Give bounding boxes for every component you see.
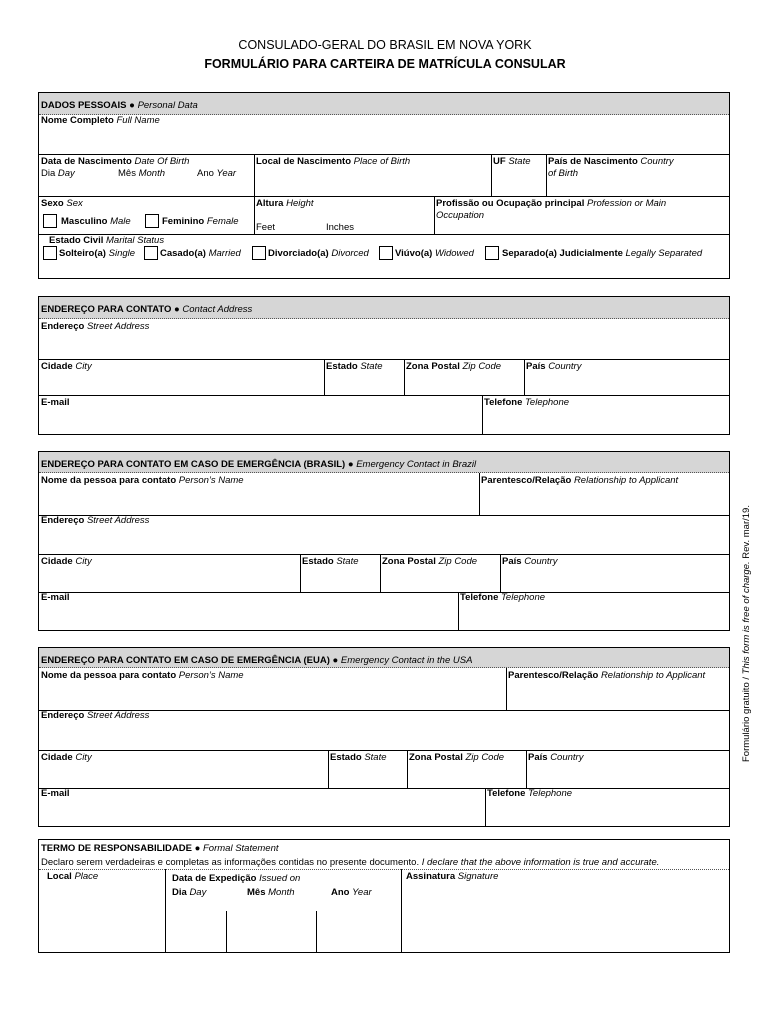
height-feet-field[interactable]: Feet	[256, 222, 276, 233]
contact-name-field[interactable]: Nome da pessoa para contato Person’s Name	[41, 670, 244, 681]
issued-year-field[interactable]: Ano Year	[331, 887, 372, 898]
section-title-en: Personal Data	[137, 100, 198, 111]
zip-field[interactable]: Zona Postal Zip Code	[406, 361, 502, 372]
section-header: ENDEREÇO PARA CONTATO EM CASO DE EMERGÊNCIA (BRASIL) ● Emergency Contact in Brazil	[39, 452, 729, 473]
city-field[interactable]: Cidade City	[41, 361, 92, 372]
zip-field[interactable]: Zona Postal Zip Code	[382, 556, 478, 567]
dob-month-field[interactable]: Mês Month	[118, 168, 165, 179]
full-name-field[interactable]: Nome Completo Full Name	[41, 115, 160, 126]
section-title: ENDEREÇO PARA CONTATO	[41, 304, 172, 315]
female-label: Feminino Female	[162, 216, 239, 227]
zip-field[interactable]: Zona Postal Zip Code	[409, 752, 505, 763]
section-header: ENDEREÇO PARA CONTATO ● Contact Address	[39, 297, 729, 319]
divorced-label: Divorciado(a) Divorced	[268, 248, 369, 259]
relationship-field[interactable]: Parentesco/Relação Relationship to Applicant	[508, 670, 706, 681]
married-label: Casado(a) Married	[160, 248, 241, 259]
separated-checkbox[interactable]	[485, 246, 499, 260]
female-checkbox[interactable]	[145, 214, 159, 228]
free-form-note: Formulário gratuito / This form is free of charge. Rev. mar/19.	[741, 505, 752, 762]
profession-field[interactable]: Profissão ou Ocupação principal Profession or Main	[436, 198, 667, 209]
formal-statement-section	[38, 839, 730, 953]
city-field[interactable]: Cidade City	[41, 752, 92, 763]
country-field[interactable]: País Country	[528, 752, 584, 763]
section-title-en: Contact Address	[182, 304, 253, 315]
section-title-en: Emergency Contact in the USA	[340, 655, 473, 666]
issued-month-field[interactable]: Mês Month	[247, 887, 295, 898]
male-checkbox[interactable]	[43, 214, 57, 228]
city-field[interactable]: Cidade City	[41, 556, 92, 567]
sex-label: Sexo Sex	[41, 198, 83, 209]
state-field[interactable]: Estado State	[302, 556, 359, 567]
married-checkbox[interactable]	[144, 246, 158, 260]
consulate-title: CONSULADO-GERAL DO BRASIL EM NOVA YORK	[238, 38, 532, 52]
section-header: DADOS PESSOAIS ● Personal Data	[39, 93, 729, 115]
dob-year-field[interactable]: Ano Year	[197, 168, 237, 179]
height-inches-field[interactable]: Inches	[326, 222, 354, 233]
single-checkbox[interactable]	[43, 246, 57, 260]
place-field[interactable]: Local Place	[47, 871, 99, 882]
phone-field[interactable]: Telefone Telephone	[487, 788, 573, 799]
section-title: DADOS PESSOAIS	[41, 100, 127, 111]
country-field[interactable]: País Country	[502, 556, 558, 567]
separated-label: Separado(a) Judicialmente Legally Separated	[502, 248, 703, 259]
widowed-checkbox[interactable]	[379, 246, 393, 260]
widowed-label: Viúvo(a) Widowed	[395, 248, 474, 259]
declaration-text: Declaro serem verdadeiras e completas as informações contidas no presente documento. I declare that the above information is true and accurate.	[41, 857, 660, 868]
relationship-field[interactable]: Parentesco/Relação Relationship to Applicant	[481, 475, 679, 486]
contact-address-section	[38, 296, 730, 435]
address-field[interactable]: Endereço Street Address	[41, 321, 150, 332]
section-title: ENDEREÇO PARA CONTATO EM CASO DE EMERGÊNCIA (EUA)	[41, 655, 330, 666]
country-field[interactable]: País Country	[526, 361, 582, 372]
section-title: ENDEREÇO PARA CONTATO EM CASO DE EMERGÊNCIA (BRASIL)	[41, 459, 346, 470]
section-title-en: Emergency Contact in Brazil	[356, 459, 477, 470]
address-field[interactable]: Endereço Street Address	[41, 515, 150, 526]
signature-field[interactable]: Assinatura Signature	[406, 871, 499, 882]
place-of-birth-field[interactable]: Local de Nascimento Place of Birth	[256, 156, 411, 167]
dob-label: Data de Nascimento Date Of Birth	[41, 156, 190, 167]
male-label: Masculino Male	[61, 216, 131, 227]
email-field[interactable]: E-mail	[41, 397, 70, 408]
country-of-birth-field[interactable]: País de Nascimento Country	[548, 156, 674, 167]
form-title: FORMULÁRIO PARA CARTEIRA DE MATRÍCULA CONSULAR	[204, 57, 566, 71]
divorced-checkbox[interactable]	[252, 246, 266, 260]
emergency-brazil-section	[38, 451, 730, 631]
email-field[interactable]: E-mail	[41, 788, 70, 799]
marital-status-label: Estado Civil Marital Status	[49, 235, 165, 246]
emergency-usa-section	[38, 647, 730, 827]
phone-field[interactable]: Telefone Telephone	[460, 592, 546, 603]
email-field[interactable]: E-mail	[41, 592, 70, 603]
single-label: Solteiro(a) Single	[59, 248, 136, 259]
statement-title: TERMO DE RESPONSABILIDADE ● Formal Statement	[41, 843, 279, 854]
issued-on-label: Data de Expedição Issued on	[172, 873, 301, 884]
state-field[interactable]: Estado State	[330, 752, 387, 763]
section-header: ENDEREÇO PARA CONTATO EM CASO DE EMERGÊNCIA (EUA) ● Emergency Contact in the USA	[39, 648, 729, 668]
country-of-birth-label-2: of Birth	[548, 168, 579, 179]
issued-day-field[interactable]: Dia Day	[172, 887, 207, 898]
personal-data-section	[38, 92, 730, 279]
address-field[interactable]: Endereço Street Address	[41, 710, 150, 721]
state-field[interactable]: Estado State	[326, 361, 383, 372]
profession-label-2: Occupation	[436, 210, 485, 221]
phone-field[interactable]: Telefone Telephone	[484, 397, 570, 408]
dob-day-field[interactable]: Dia Day	[41, 168, 75, 179]
contact-name-field[interactable]: Nome da pessoa para contato Person’s Name	[41, 475, 244, 486]
height-label: Altura Height	[256, 198, 314, 209]
uf-field[interactable]: UF State	[493, 156, 531, 167]
